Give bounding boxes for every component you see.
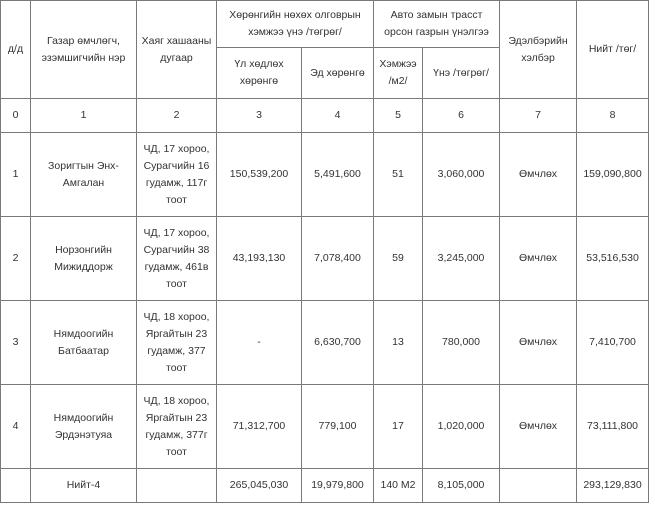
total-area: 140 М2 xyxy=(374,469,423,503)
header-other: Эд хөрөнгө xyxy=(302,48,374,99)
row-price: 3,060,000 xyxy=(423,133,500,217)
column-number: 4 xyxy=(302,99,374,133)
header-no: д/д xyxy=(1,1,31,99)
table-row xyxy=(1,385,649,469)
row-ownership: Өмчлөх xyxy=(500,385,577,469)
column-numbers-row xyxy=(1,99,649,133)
row-no: 3 xyxy=(1,301,31,385)
header-owner: Газар өмчлөгч, эзэмшигчийн нэр xyxy=(31,1,137,99)
header-address: Хаяг хашааны дугаар xyxy=(137,1,217,99)
total-unfinished: 265,045,030 xyxy=(217,469,302,503)
row-owner: Норзонгийн Мижиддорж xyxy=(31,217,137,301)
total-other: 19,979,800 xyxy=(302,469,374,503)
total-label: Нийт-4 xyxy=(31,469,137,503)
column-number: 8 xyxy=(577,99,649,133)
row-owner: Зоригтын Энх-Амгалан xyxy=(31,133,137,217)
row-total: 7,410,700 xyxy=(577,301,649,385)
row-address: ЧД, 17 хороо, Сурагчийн 38 гудамж, 461в тоот xyxy=(137,217,217,301)
row-no: 4 xyxy=(1,385,31,469)
total-row xyxy=(1,469,649,503)
column-number: 7 xyxy=(500,99,577,133)
row-area: 13 xyxy=(374,301,423,385)
row-address: ЧД, 18 хороо, Яргайтын 23 гудамж, 377 тоот xyxy=(137,301,217,385)
column-number: 5 xyxy=(374,99,423,133)
row-price: 3,245,000 xyxy=(423,217,500,301)
column-number: 1 xyxy=(31,99,137,133)
row-unfinished: - xyxy=(217,301,302,385)
header-row-top xyxy=(1,1,649,48)
column-number: 2 xyxy=(137,99,217,133)
row-address: ЧД, 18 хороо, Яргайтын 23 гудамж, 377г тоот xyxy=(137,385,217,469)
row-unfinished: 71,312,700 xyxy=(217,385,302,469)
row-no: 2 xyxy=(1,217,31,301)
row-address: ЧД, 17 хороо, Сурагчийн 16 гудамж, 117г тоот xyxy=(137,133,217,217)
row-total: 73,111,800 xyxy=(577,385,649,469)
header-compensation-group: Хөрөнгийн нөхөх олговрын хэмжээ үнэ /төгрөг/ xyxy=(217,1,374,48)
header-ownership: Эдэлбэрийн хэлбэр xyxy=(500,1,577,99)
total-empty-cell xyxy=(137,469,217,503)
table-row xyxy=(1,301,649,385)
row-ownership: Өмчлөх xyxy=(500,301,577,385)
header-total: Нийт /төг/ xyxy=(577,1,649,99)
header-area: Хэмжээ /м2/ xyxy=(374,48,423,99)
row-no: 1 xyxy=(1,133,31,217)
row-ownership: Өмчлөх xyxy=(500,133,577,217)
row-other: 779,100 xyxy=(302,385,374,469)
column-number: 3 xyxy=(217,99,302,133)
row-owner: Нямдоогийн Эрдэнэтуяа xyxy=(31,385,137,469)
header-land-group: Авто замын трасст орсон газрын үнэлгээ xyxy=(374,1,500,48)
column-number: 0 xyxy=(1,99,31,133)
column-number: 6 xyxy=(423,99,500,133)
row-area: 59 xyxy=(374,217,423,301)
row-other: 7,078,400 xyxy=(302,217,374,301)
table-row xyxy=(1,133,649,217)
row-total: 53,516,530 xyxy=(577,217,649,301)
total-empty-cell xyxy=(1,469,31,503)
row-other: 6,630,700 xyxy=(302,301,374,385)
row-owner: Нямдоогийн Батбаатар xyxy=(31,301,137,385)
row-price: 1,020,000 xyxy=(423,385,500,469)
total-empty-cell xyxy=(500,469,577,503)
total-sum: 293,129,830 xyxy=(577,469,649,503)
row-area: 51 xyxy=(374,133,423,217)
row-other: 5,491,600 xyxy=(302,133,374,217)
header-unfinished: Үл хөдлөх хөрөнгө xyxy=(217,48,302,99)
total-price: 8,105,000 xyxy=(423,469,500,503)
row-area: 17 xyxy=(374,385,423,469)
row-total: 159,090,800 xyxy=(577,133,649,217)
row-ownership: Өмчлөх xyxy=(500,217,577,301)
table-row xyxy=(1,217,649,301)
header-price: Үнэ /төгрөг/ xyxy=(423,48,500,99)
row-unfinished: 150,539,200 xyxy=(217,133,302,217)
row-price: 780,000 xyxy=(423,301,500,385)
row-unfinished: 43,193,130 xyxy=(217,217,302,301)
